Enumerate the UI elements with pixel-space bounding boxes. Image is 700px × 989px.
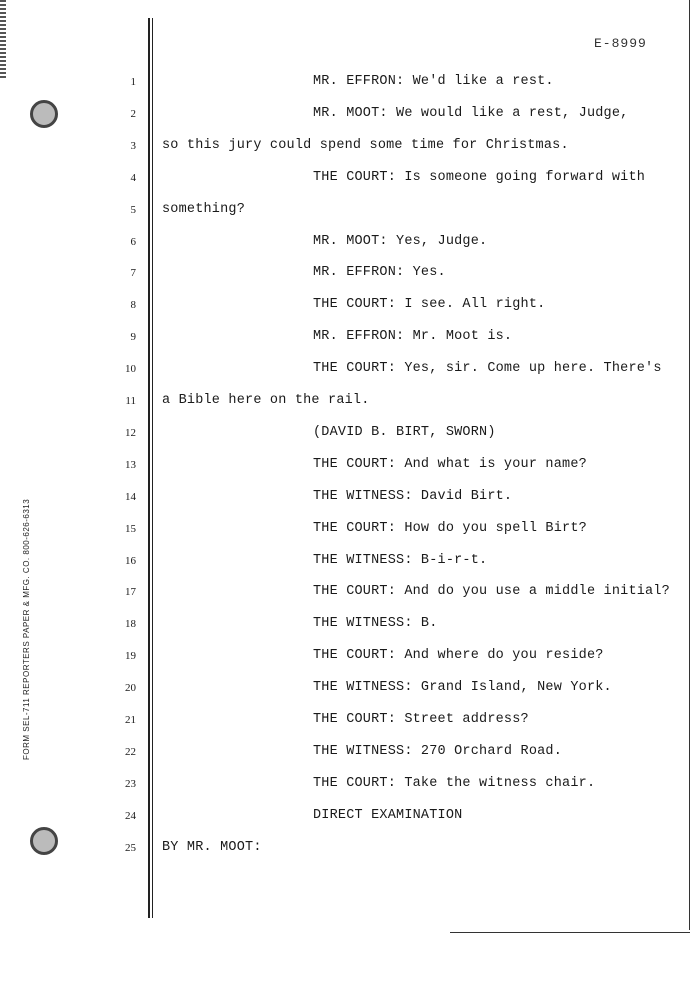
transcript-line: MR. EFFRON: We'd like a rest.: [313, 74, 554, 89]
transcript-line: THE COURT: Yes, sir. Come up here. There's: [313, 361, 662, 377]
scan-artifact: [0, 0, 6, 80]
line-number: 17: [125, 586, 136, 599]
transcript-line: MR. MOOT: We would like a rest, Judge,: [313, 105, 629, 121]
line-number: 2: [130, 107, 136, 120]
line-number: 8: [130, 299, 136, 312]
transcript-line: THE COURT: And do you use a middle initial?: [313, 584, 670, 600]
line-number: 4: [130, 171, 136, 184]
transcript-line: MR. EFFRON: Mr. Moot is.: [313, 329, 513, 345]
form-footer-text: FORM SEL-711 REPORTERS PAPER & MFG. CO. 800-626-6313: [22, 498, 31, 760]
margin-rule: [148, 18, 150, 918]
transcript-line: something?: [162, 201, 246, 217]
line-number: 7: [130, 267, 136, 280]
line-number: 11: [125, 395, 136, 407]
line-number: 22: [125, 745, 136, 758]
line-number: 3: [130, 139, 136, 152]
line-number: 24: [125, 809, 136, 822]
line-number: 10: [125, 363, 136, 376]
transcript-line: so this jury could spend some time for Christmas.: [162, 137, 569, 153]
transcript-line: (DAVID B. BIRT, SWORN): [313, 424, 496, 440]
transcript-line: BY MR. MOOT:: [162, 839, 262, 855]
line-number: 5: [130, 203, 136, 216]
transcript-line: THE WITNESS: 270 Orchard Road.: [313, 743, 563, 759]
line-number: 6: [130, 235, 136, 248]
transcript-line: THE COURT: Is someone going forward with: [313, 169, 646, 185]
line-number: 23: [125, 777, 136, 790]
punch-hole: [30, 100, 58, 128]
line-number: 20: [125, 682, 136, 695]
line-number: 1: [130, 76, 136, 88]
transcript-line: MR. EFFRON: Yes.: [313, 265, 446, 281]
line-number: 21: [125, 714, 136, 726]
punch-hole: [30, 827, 58, 855]
line-number: 15: [125, 522, 136, 535]
transcript-line: THE WITNESS: B-i-r-t.: [313, 552, 488, 568]
transcript-line: THE COURT: How do you spell Birt?: [313, 520, 587, 536]
line-number: 25: [125, 841, 136, 854]
transcript-line: DIRECT EXAMINATION: [313, 807, 463, 823]
footer-rule: [450, 932, 690, 933]
line-number: 16: [125, 554, 136, 567]
transcript-line: THE COURT: And what is your name?: [313, 456, 587, 472]
transcript-line: a Bible here on the rail.: [162, 393, 370, 408]
transcript-line: THE WITNESS: David Birt.: [313, 488, 513, 504]
transcript-line: THE COURT: And where do you reside?: [313, 648, 604, 664]
transcript-line: THE COURT: Street address?: [313, 712, 529, 727]
margin-rule: [152, 18, 153, 918]
line-number: 18: [125, 618, 136, 631]
line-number: 19: [125, 650, 136, 663]
line-number: 9: [130, 331, 136, 344]
line-number: 13: [125, 458, 136, 471]
line-number: 12: [125, 426, 136, 439]
transcript-line: THE WITNESS: Grand Island, New York.: [313, 680, 612, 696]
page-number: E-8999: [594, 36, 647, 51]
transcript-line: THE COURT: I see. All right.: [313, 297, 546, 313]
transcript-line: MR. MOOT: Yes, Judge.: [313, 233, 488, 249]
transcript-line: THE COURT: Take the witness chair.: [313, 775, 596, 791]
line-number: 14: [125, 490, 136, 503]
transcript-line: THE WITNESS: B.: [313, 616, 438, 632]
